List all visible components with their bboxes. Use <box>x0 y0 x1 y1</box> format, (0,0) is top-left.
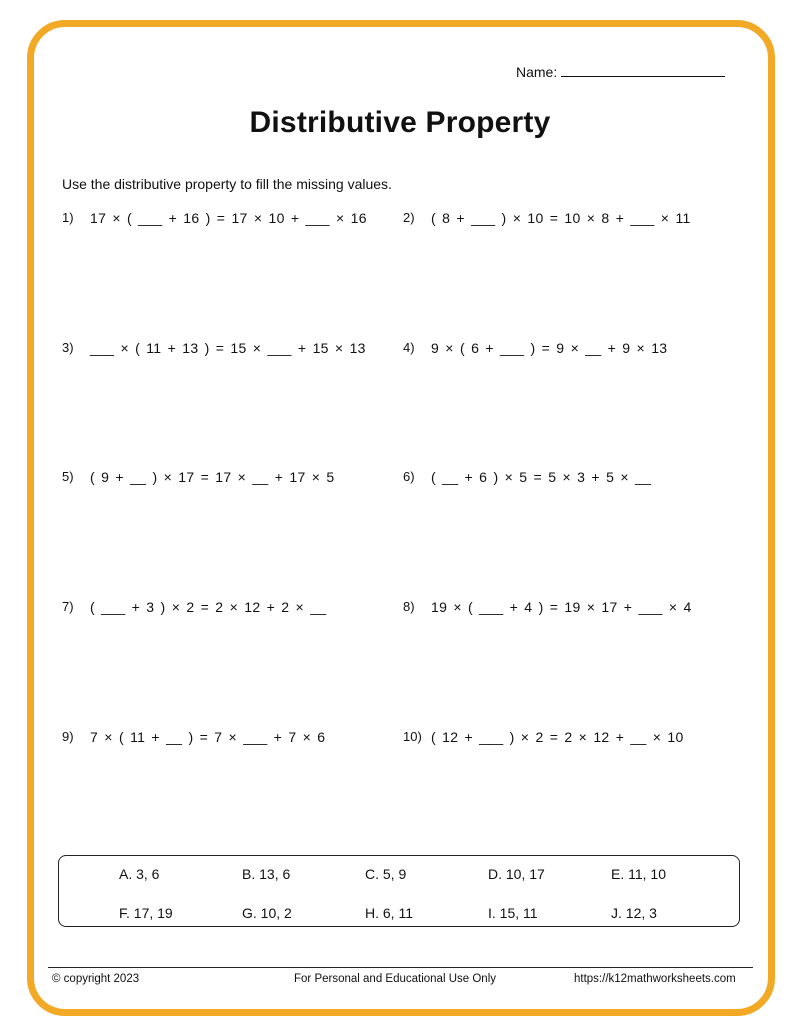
problem-3 <box>62 340 366 356</box>
name-label: Name: <box>516 64 558 80</box>
problem-number: 9) <box>62 729 74 744</box>
footer-divider <box>48 967 753 968</box>
problem-number: 4) <box>403 340 415 355</box>
worksheet-title: Distributive Property <box>249 106 551 139</box>
answer-option: E. 11, 10 <box>611 866 667 882</box>
answer-option: G. 10, 2 <box>242 905 292 921</box>
problem-7 <box>62 599 326 615</box>
name-field[interactable] <box>516 62 725 80</box>
footer-copyright: © copyright 2023 <box>52 973 140 985</box>
problem-expression: ___ × ( 11 + 13 ) = 15 × ___ + 15 × 13 <box>90 340 366 356</box>
problem-expression: ( 8 + ___ ) × 10 = 10 × 8 + ___ × 11 <box>431 210 691 226</box>
instructions: Use the distributive property to fill the missing values. <box>62 176 392 192</box>
answer-option: D. 10, 17 <box>488 866 545 882</box>
problem-number: 2) <box>403 210 415 225</box>
problem-expression: 19 × ( ___ + 4 ) = 19 × 17 + ___ × 4 <box>431 599 692 615</box>
problem-expression: ( __ + 6 ) × 5 = 5 × 3 + 5 × __ <box>431 469 652 485</box>
answer-option: C. 5, 9 <box>365 866 407 882</box>
problem-expression: ( 9 + __ ) × 17 = 17 × __ + 17 × 5 <box>90 469 335 485</box>
answer-option: B. 13, 6 <box>242 866 291 882</box>
problem-number: 1) <box>62 210 74 225</box>
problem-10 <box>403 729 684 745</box>
answer-option: I. 15, 11 <box>488 905 538 921</box>
answer-bank <box>58 855 740 927</box>
problem-expression: 17 × ( ___ + 16 ) = 17 × 10 + ___ × 16 <box>90 210 367 226</box>
problem-number: 5) <box>62 469 74 484</box>
problem-5 <box>62 469 334 485</box>
answer-option: F. 17, 19 <box>119 905 173 921</box>
problem-expression: ( ___ + 3 ) × 2 = 2 × 12 + 2 × __ <box>90 599 327 615</box>
answer-option: J. 12, 3 <box>611 905 657 921</box>
problem-6 <box>403 469 651 485</box>
problem-4 <box>403 340 667 356</box>
problem-number: 7) <box>62 599 74 614</box>
problem-number: 3) <box>62 340 74 355</box>
name-blank[interactable] <box>561 62 725 77</box>
answer-option: H. 6, 11 <box>365 905 413 921</box>
problem-number: 8) <box>403 599 415 614</box>
problem-1 <box>62 210 367 226</box>
problem-number: 6) <box>403 469 415 484</box>
problem-expression: 9 × ( 6 + ___ ) = 9 × __ + 9 × 13 <box>431 340 668 356</box>
problem-2 <box>403 210 691 226</box>
problem-9 <box>62 729 325 745</box>
answer-option: A. 3, 6 <box>119 866 160 882</box>
problem-expression: ( 12 + ___ ) × 2 = 2 × 12 + __ × 10 <box>431 729 684 745</box>
footer-usage: For Personal and Educational Use Only <box>294 973 496 985</box>
problem-number: 10) <box>403 729 422 744</box>
problem-expression: 7 × ( 11 + __ ) = 7 × ___ + 7 × 6 <box>90 729 326 745</box>
problem-8 <box>403 599 692 615</box>
footer-url[interactable]: https://k12mathworksheets.com <box>574 973 736 985</box>
